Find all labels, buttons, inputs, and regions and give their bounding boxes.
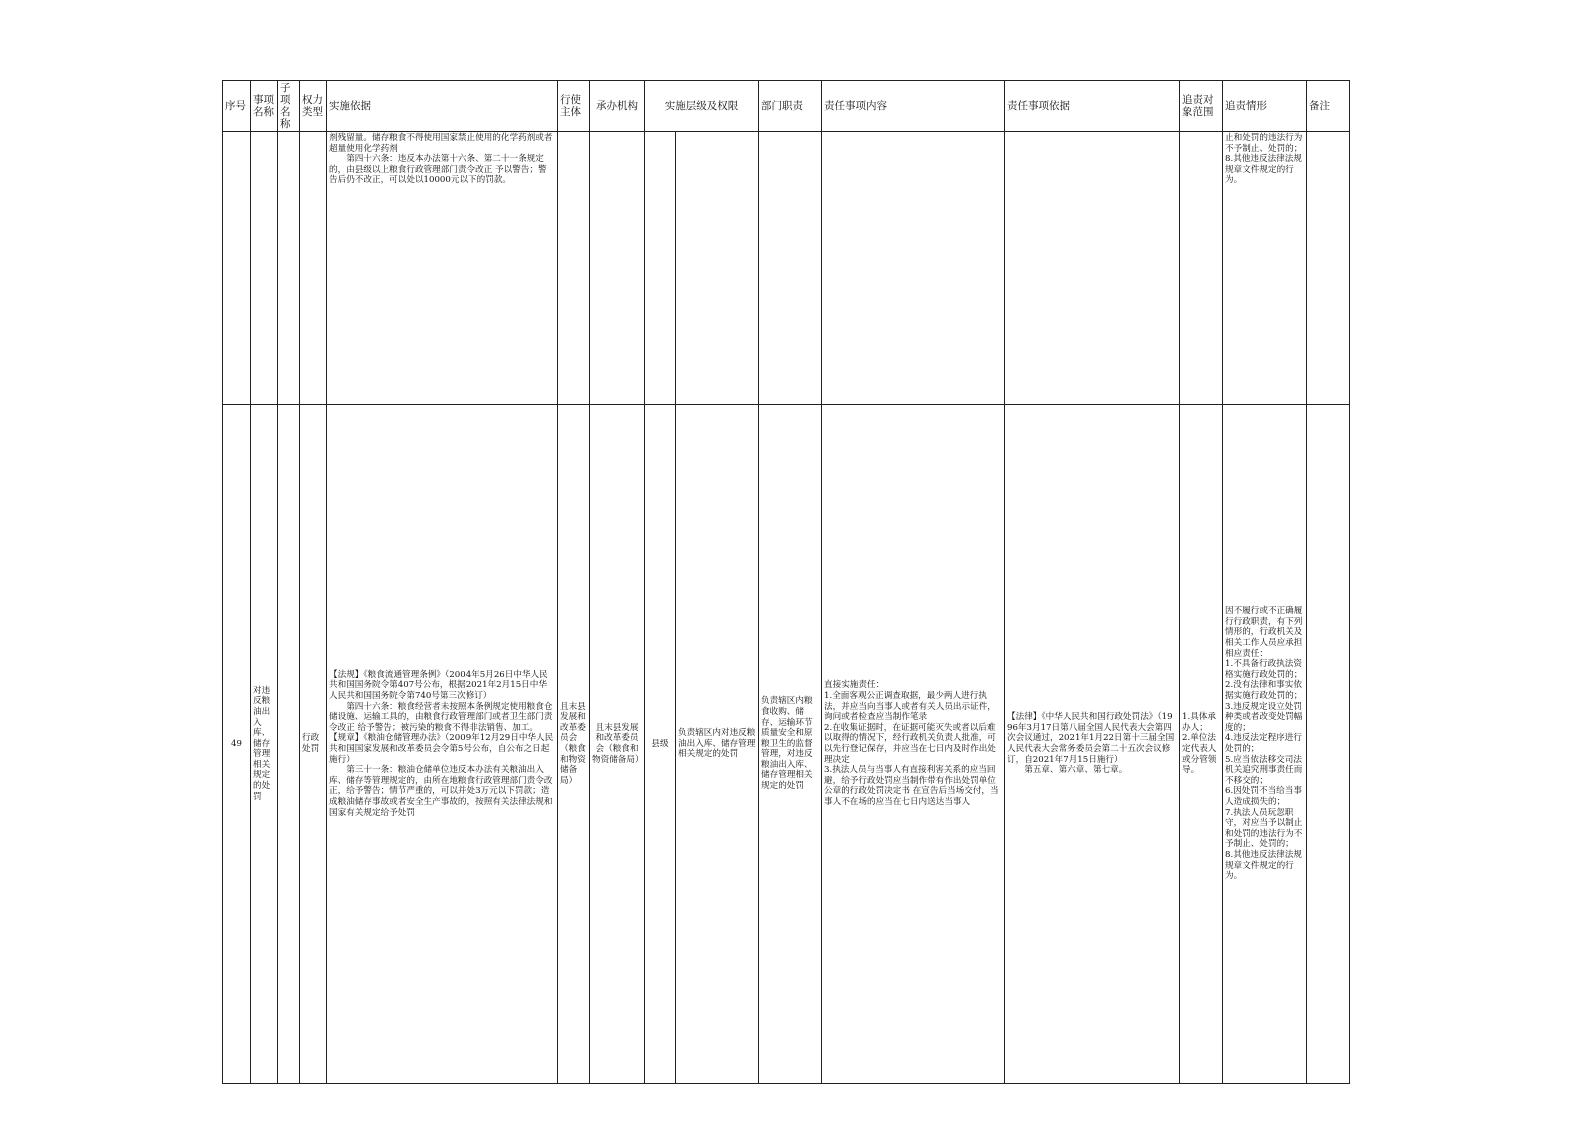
cell-power-type [300, 132, 327, 405]
cell-dept-duty [759, 132, 822, 405]
cell-level-desc [676, 132, 759, 405]
header-accountable-cases: 追责情形 [1223, 81, 1307, 132]
header-row [223, 81, 1350, 132]
cell-accountable-cases: 止和处罚的违法行为不予制止、处罚的； 8.其他违反法律法规规章文件规定的行为。 [1223, 132, 1307, 405]
cell-subject [558, 132, 590, 405]
cell-seq [223, 132, 251, 405]
cell-resp-content: 直接实施责任： 1.全面客观公正调查取据，最少两人进行执法，并应当向当事人或者有关人员出示证件，询问或者检查应当制作笔录 2.在收集证据时，在证据可能灭失或者以后难以取得的情况下，经行政机关负责人批准，可以先行登记保存，并应当在七日内及时作出处理决定 3.执法人员与当事人有直接利害关系的应当回避，给予行政处罚应当制作带有作出处罚单位公章的行政处罚决定书 在宣告后当场交付，当事人不在场的应当在七日内送达当事人 [822, 405, 1005, 1084]
header-basis: 实施依据 [327, 81, 558, 132]
cell-item-name: 对违反粮油出入库、储存管理相关规定的处罚 [251, 405, 278, 1084]
cell-agency: 且末县发展和改革委员会（粮食和物资储备局） [590, 405, 645, 1084]
responsibility-table [222, 80, 1350, 1084]
header-agency: 承办机构 [590, 81, 645, 132]
cell-sub-item [278, 405, 300, 1084]
cell-power-type: 行政处罚 [300, 405, 327, 1084]
cell-item-name [251, 132, 278, 405]
cell-seq: 49 [223, 405, 251, 1084]
cell-accountable-scope: 1.具体承办人； 2.单位法定代表人或分管领导。 [1180, 405, 1223, 1084]
header-accountable-scope: 追责对象范围 [1180, 81, 1223, 132]
cell-subject: 且末县发展和改革委员会（粮食和物资储备局） [558, 405, 590, 1084]
cell-sub-item [278, 132, 300, 405]
cell-resp-content [822, 132, 1005, 405]
header-resp-content: 责任事项内容 [822, 81, 1005, 132]
cell-dept-duty: 负责辖区内粮食收购、储存、运输环节质量安全和原粮卫生的监督管理，对违反粮油出入库、储存管理相关规定的处罚 [759, 405, 822, 1084]
table-row [223, 405, 1350, 1084]
header-remark: 备注 [1307, 81, 1350, 132]
header-seq: 序号 [223, 81, 251, 132]
header-resp-basis: 责任事项依据 [1005, 81, 1180, 132]
cell-accountable-cases: 因不履行或不正确履行行政职责，有下列情形的，行政机关及相关工作人员应承担相应责任： 1.不具备行政执法资格实施行政处罚的； 2.没有法律和事实依据实施行政处罚的； 3.违反规定设立处罚种类或者改变处罚幅度的； 4.违反法定程序进行处罚的； 5.应当依法移交司法机关追究刑事责任而不移交的； 6.因处罚不当给当事人造成损失的； 7.执法人员玩忽职守，对应当予以制止和处罚的违法行为不予制止、处罚的； 8.其他违反法律法规规章文件规定的行为。 [1223, 405, 1307, 1084]
header-level: 实施层级及权限 [645, 81, 759, 132]
cell-resp-basis: 【法律】《中华人民共和国行政处罚法》（1996年3月17日第八届全国人民代表大会第四次会议通过，2021年1月22日第十三届全国人民代表大会常务委员会第二十五次会议修订，自2021年7月15日施行） 第五章、第六章、第七章。 [1005, 405, 1180, 1084]
cell-remark [1307, 405, 1350, 1084]
cell-level-tag: 县级 [645, 405, 676, 1084]
cell-basis: 剂残留量。储存粮食不得使用国家禁止使用的化学药剂或者超量使用化学药剂 第四十六条：违反本办法第十六条、第二十一条规定的，由县级以上粮食行政管理部门责令改正 予以警告；警告后仍不改正，可以处以10000元以下的罚款。 [327, 132, 558, 405]
cell-level-tag [645, 132, 676, 405]
header-power-type: 权力类型 [300, 81, 327, 132]
cell-resp-basis [1005, 132, 1180, 405]
header-dept-duty: 部门职责 [759, 81, 822, 132]
cell-agency [590, 132, 645, 405]
cell-basis: 【法规】《粮食流通管理条例》（2004年5月26日中华人民共和国国务院令第407号公布，根据2021年2月15日中华人民共和国国务院令第740号第三次修订） 第四十六条：粮食经营者未按照本条例规定使用粮食仓储设施、运输工具的，由粮食行政管理部门或者卫生部门责令改正 给予警告；被污染的粮食不得非法销售、加工。 【规章】《粮油仓储管理办法》（2009年12月29日中华人民共和国国家发展和改革委员会令第5号公布，自公布之日起施行） 第三十一条：粮油仓储单位违反本办法有关粮油出入库、储存等管理规定的，由所在地粮食行政管理部门责令改正，给予警告；情节严重的，可以并处3万元以下罚款；造成粮油储存事故或者安全生产事故的，按照有关法律法规和国家有关规定给予处罚 [327, 405, 558, 1084]
header-subject: 行使主体 [558, 81, 590, 132]
cell-accountable-scope [1180, 132, 1223, 405]
header-item-name: 事项名称 [251, 81, 278, 132]
header-sub-item: 子项名称 [278, 81, 300, 132]
cell-level-desc: 负责辖区内对违反粮油出入库、储存管理相关规定的处罚 [676, 405, 759, 1084]
cell-remark [1307, 132, 1350, 405]
table-row-continued [223, 132, 1350, 405]
